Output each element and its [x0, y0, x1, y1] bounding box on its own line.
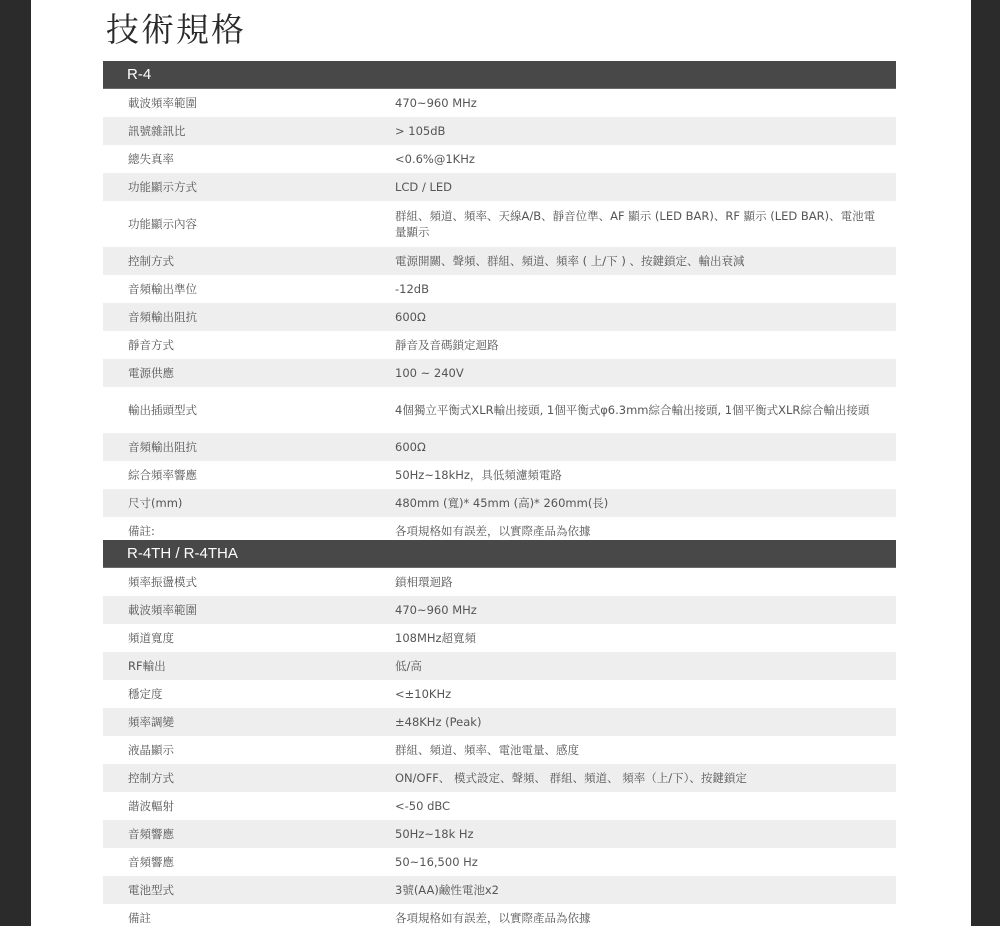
spec-value: -12dB [395, 282, 429, 296]
spec-page [31, 0, 971, 926]
spec-value: 50~16,500 Hz [395, 855, 478, 869]
spec-value: <-50 dBC [395, 799, 451, 813]
spec-label: 音頻輸出準位 [128, 282, 197, 296]
spec-row [103, 820, 896, 848]
spec-label: 訊號雜訊比 [128, 124, 186, 138]
spec-value: 470~960 MHz [395, 603, 477, 617]
spec-value: 各項規格如有誤差，以實際產品為依據 [395, 911, 591, 925]
spec-value: 電源開關、聲頻、群組、頻道、頻率 ( 上/下 ) 、按鍵鎖定、輸出衰減 [395, 254, 745, 268]
spec-value: 靜音及音碼鎖定迴路 [395, 338, 499, 352]
spec-value: 低/高 [395, 659, 422, 673]
spec-row [103, 359, 896, 387]
spec-section-r4th [103, 540, 896, 926]
spec-row [103, 331, 896, 359]
spec-row [103, 303, 896, 331]
spec-label: 頻率調變 [128, 715, 174, 729]
spec-row [103, 708, 896, 736]
spec-value: ON/OFF、 模式設定、聲頻、 群組、頻道、 頻率（上/下）、按鍵鎖定 [395, 771, 747, 785]
spec-value: ±48KHz (Peak) [395, 715, 482, 729]
spec-row [103, 173, 896, 201]
spec-row [103, 764, 896, 792]
section-header: R-4TH / R-4THA [103, 540, 896, 568]
spec-row [103, 848, 896, 876]
spec-label: 載波頻率範圍 [128, 603, 197, 617]
spec-label: 音頻響應 [128, 855, 174, 869]
spec-row [103, 201, 896, 247]
spec-value: 群組、頻道、頻率、電池電量、感度 [395, 743, 579, 757]
spec-value: <±10KHz [395, 687, 452, 701]
spec-value: 600Ω [395, 440, 426, 454]
spec-row [103, 117, 896, 145]
spec-label: RF輸出 [128, 659, 166, 673]
spec-row [103, 792, 896, 820]
spec-label: 音頻輸出阻抗 [128, 440, 197, 454]
spec-row [103, 89, 896, 117]
spec-value: 各項規格如有誤差，以實際產品為依據 [395, 524, 591, 538]
spec-label: 功能顯示方式 [128, 180, 197, 194]
spec-row [103, 624, 896, 652]
spec-label: 音頻響應 [128, 827, 174, 841]
spec-label: 穩定度 [128, 687, 163, 701]
spec-row [103, 736, 896, 764]
spec-row [103, 461, 896, 489]
spec-value: 50Hz~18k Hz [395, 827, 474, 841]
spec-label: 備註: [128, 524, 155, 538]
section-header: R-4 [103, 61, 896, 89]
spec-row [103, 904, 896, 926]
spec-row [103, 680, 896, 708]
spec-value: 群組、頻道、頻率、天線A/B、靜音位準、AF 顯示 (LED BAR)、RF 顯示 (LED BAR)、電池電量顯示 [395, 209, 876, 239]
spec-row [103, 247, 896, 275]
spec-value: 鎖相環迴路 [395, 575, 453, 589]
spec-row [103, 876, 896, 904]
spec-label: 諧波輻射 [128, 799, 174, 813]
spec-label: 綜合頻率響應 [128, 468, 197, 482]
page-title: 技術規格 [106, 10, 246, 49]
spec-label: 電池型式 [128, 883, 174, 897]
spec-value: 470~960 MHz [395, 96, 477, 110]
spec-row [103, 568, 896, 596]
spec-label: 液晶顯示 [128, 743, 174, 757]
spec-label: 控制方式 [128, 254, 174, 268]
spec-label: 載波頻率範圍 [128, 96, 197, 110]
spec-label: 音頻輸出阻抗 [128, 310, 197, 324]
spec-row [103, 275, 896, 303]
spec-value: 600Ω [395, 310, 426, 324]
spec-row [103, 145, 896, 173]
spec-value: 480mm (寬)* 45mm (高)* 260mm(長) [395, 496, 609, 510]
spec-label: 尺寸(mm) [128, 496, 183, 510]
spec-label: 輸出插頭型式 [128, 403, 197, 417]
spec-label: 靜音方式 [128, 338, 174, 352]
spec-label: 總失真率 [128, 152, 174, 166]
spec-value: <0.6%@1KHz [395, 152, 475, 166]
spec-label: 電源供應 [128, 366, 174, 380]
spec-label: 頻道寬度 [128, 631, 174, 645]
spec-label: 備註 [128, 911, 151, 925]
spec-row [103, 433, 896, 461]
spec-value: 100 ~ 240V [395, 366, 464, 380]
spec-value: > 105dB [395, 124, 446, 138]
spec-value: LCD / LED [395, 180, 453, 194]
spec-label: 功能顯示內容 [128, 217, 197, 231]
spec-value: 108MHz超寬頻 [395, 631, 477, 645]
spec-row [103, 489, 896, 517]
spec-row [103, 652, 896, 680]
spec-row [103, 596, 896, 624]
spec-row [103, 387, 896, 433]
spec-value: 50Hz~18kHz，具低頻濾頻電路 [395, 468, 562, 482]
spec-label: 頻率振盪模式 [128, 575, 197, 589]
spec-value: 3號(AA)鹼性電池x2 [395, 883, 499, 897]
spec-label: 控制方式 [128, 771, 174, 785]
spec-section-r4 [103, 61, 896, 545]
spec-value: 4個獨立平衡式XLR輸出接頭, 1個平衡式φ6.3mm綜合輸出接頭, 1個平衡式XLR綜合輸出接頭 [395, 403, 870, 417]
